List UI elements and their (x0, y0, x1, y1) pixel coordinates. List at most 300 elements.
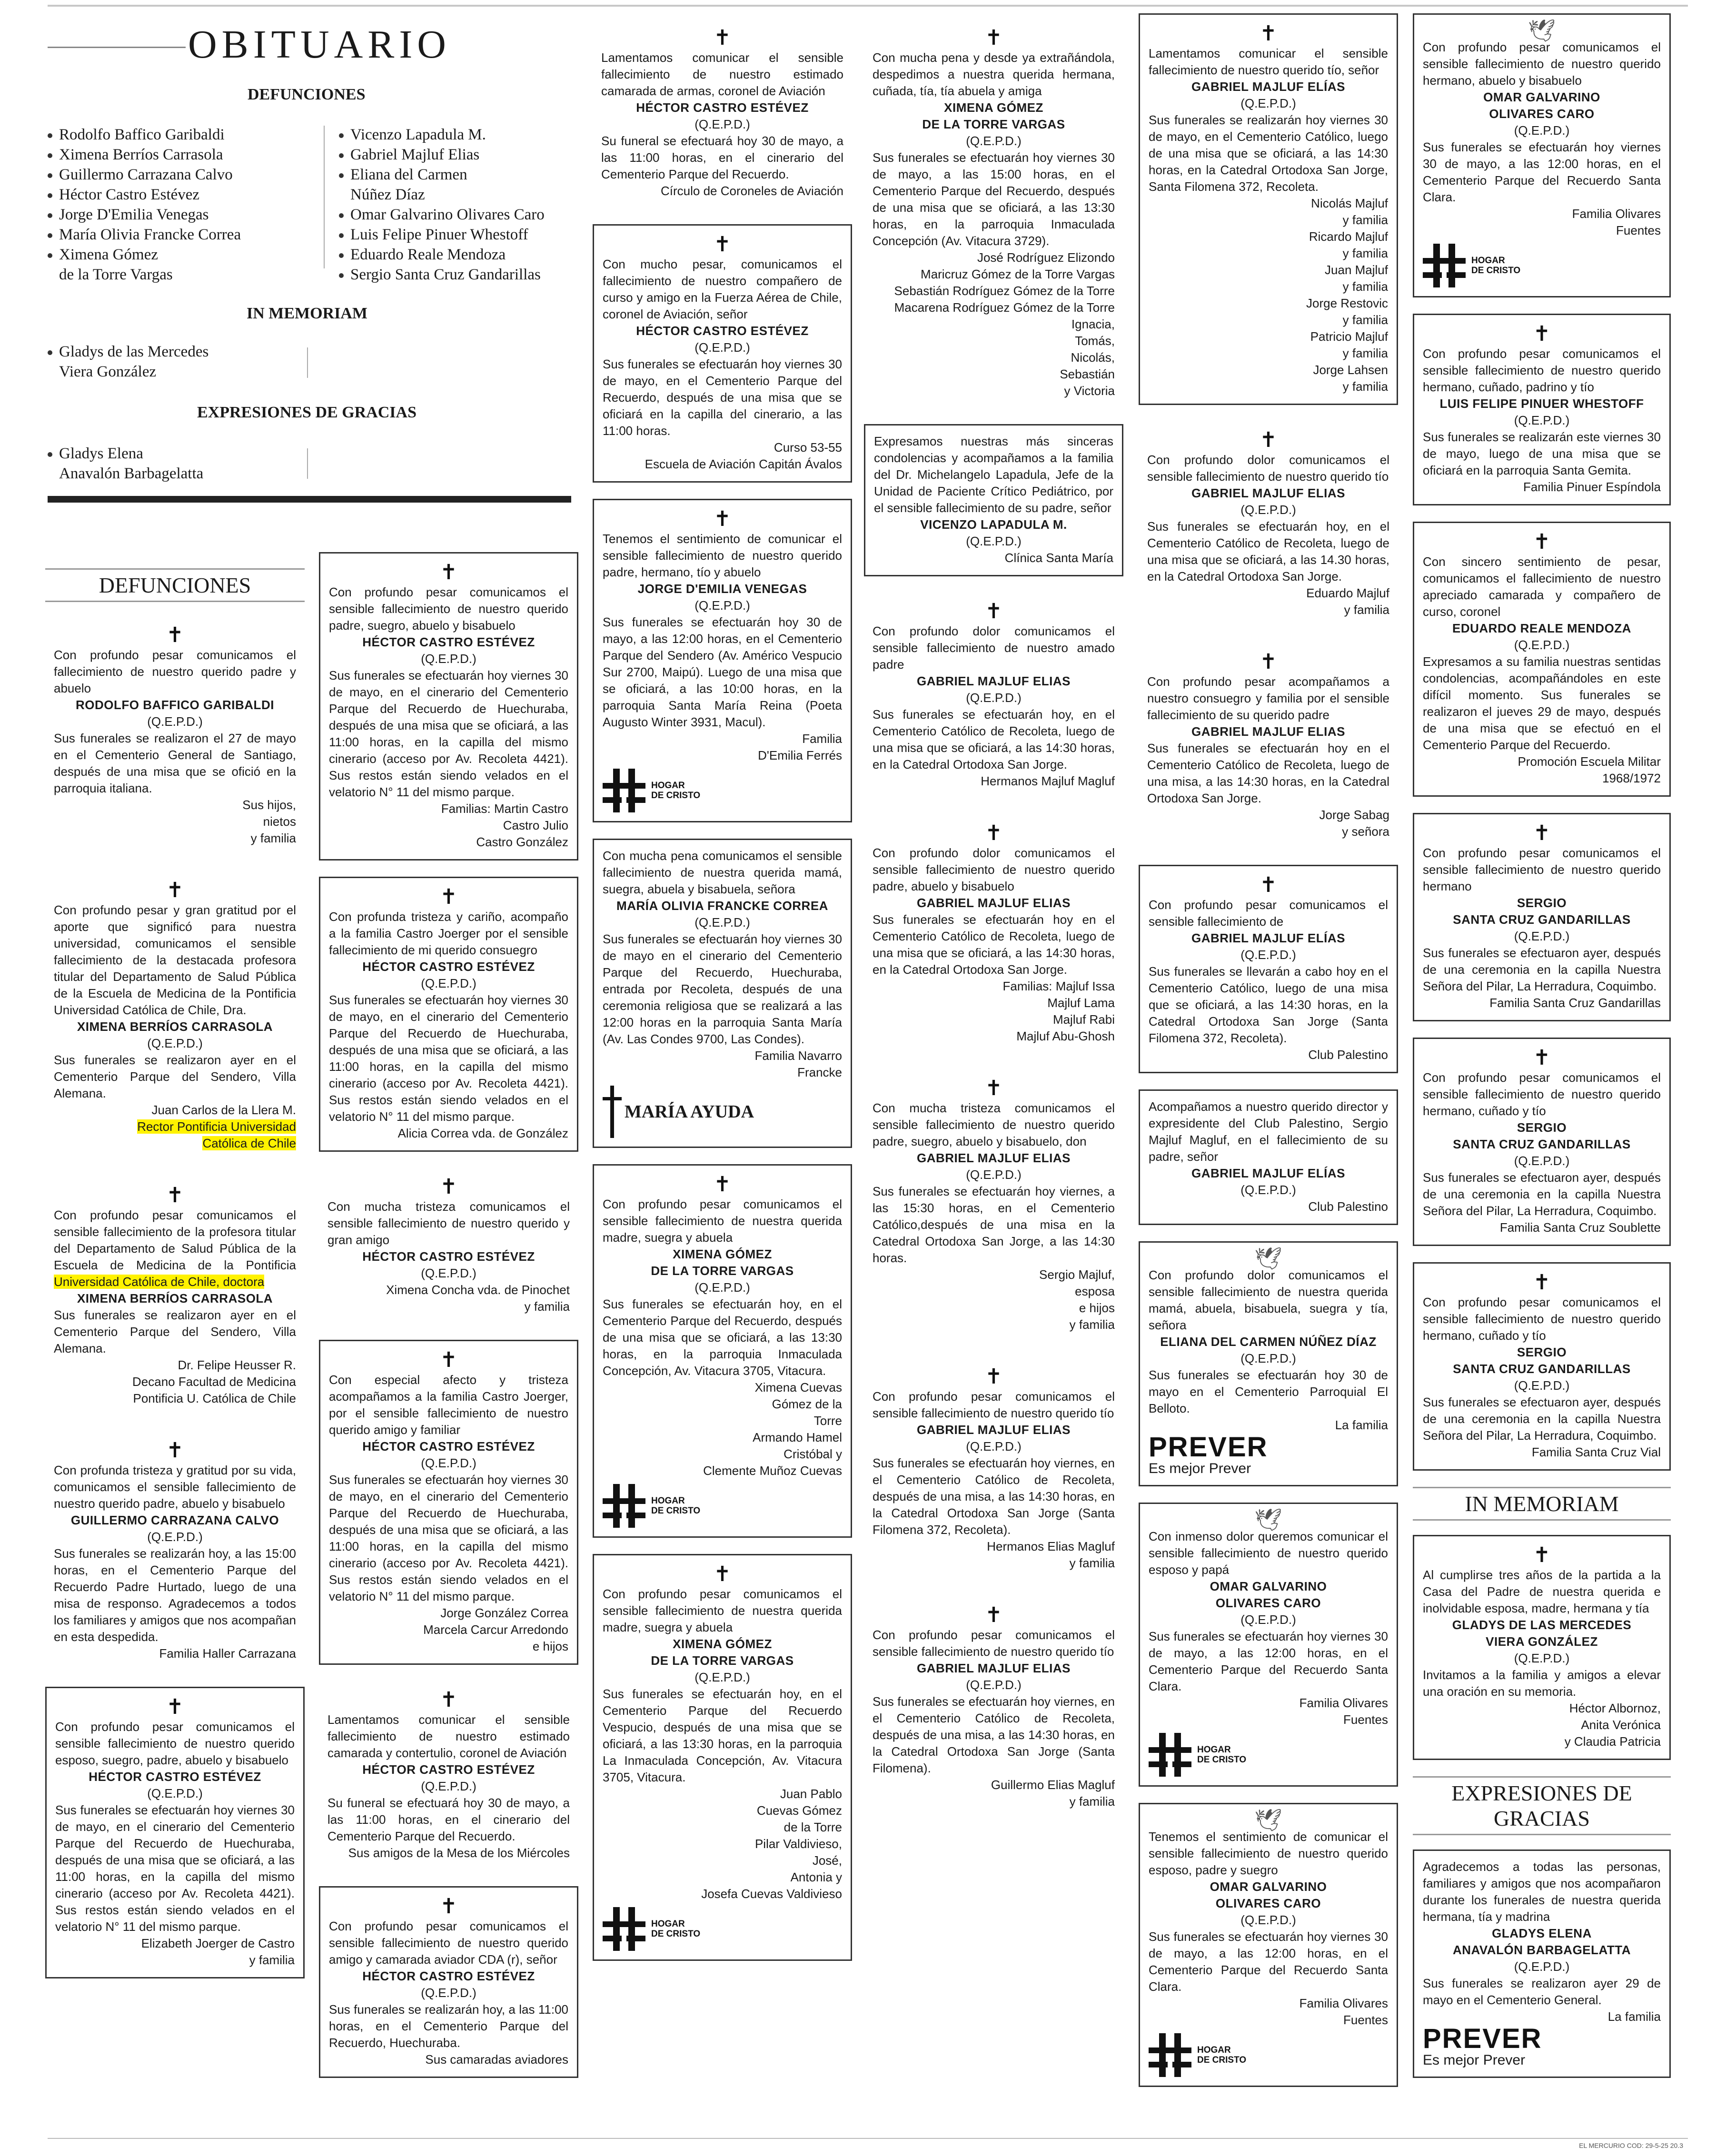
notice-intro: Con profundo pesar acompañamos a nuestro consuegro y familia por el sensible fallecimiento de su querido padre (1147, 674, 1389, 722)
death-notice (1139, 1503, 1398, 1787)
signatories: Club Palestino (1308, 1048, 1388, 1062)
deceased-name: GABRIEL MAJLUF ELIAS (917, 896, 1071, 910)
notice-intro: Con mucha pena y desde ya extrañándola, despedimos a nuestra querida hermana, cuñada, tía, tía abuela y amiga (873, 50, 1115, 98)
cross-icon: ✝ (440, 560, 457, 584)
funeral-details: Sus funerales se efectuarán hoy en el Cementerio Católico de Recoleta, luego de una misa, a las 14:30 horas, en la Catedral Ortodoxa San Jorge. (1147, 741, 1389, 805)
index-entry: Gabriel Majluf Elias (339, 145, 577, 165)
cross-icon: ✝ (985, 26, 1002, 50)
death-notice (1413, 1849, 1671, 2078)
cross-icon: ✝ (1533, 821, 1551, 845)
page-title: OBITUARIO (188, 22, 451, 67)
signatories: La familia (1335, 1418, 1388, 1432)
highlighted-text: Rector Pontificia Universidad Católica de Chile (137, 1119, 296, 1150)
death-notice (864, 814, 1123, 1053)
cross-icon: ✝ (166, 1183, 184, 1207)
notice-intro: Con profundo pesar comunicamos el sensible fallecimiento de nuestro querido padre, suegro, abuelo y bisabuelo (329, 585, 568, 633)
signatories: José Rodríguez Elizondo Maricruz Gómez de la Torre Vargas Sebastián Rodríguez Gómez de la Torre Macarena Rodríguez Gómez de la Torre Ignacia, Tomás, Nicolás, Sebastián y Victoria (894, 250, 1115, 398)
death-notice (319, 1168, 578, 1324)
deceased-name: HÉCTOR CASTRO ESTÉVEZ (362, 1439, 535, 1454)
prever-tagline: Es mejor Prever (1149, 1461, 1251, 1476)
deceased-name: HÉCTOR CASTRO ESTÉVEZ (89, 1770, 261, 1784)
death-notice (1413, 813, 1671, 1021)
funeral-details: Sus funerales se efectuarán hoy, en el Cementerio Parque del Recuerdo Vespucio, después de una misa que se oficiará, a las 13:30 horas, en la parroquia La Inmaculada Concepción, Av. Vitacura 3705, Vitacura. (603, 1687, 842, 1784)
funeral-details: Sus funerales se realizarán hoy, a las 15:00 horas, en el Cementerio Parque del Recuerdo Padre Hurtado, luego de una misa de responso. Agradecemos a todos los familiares y amigos que nos acompañan en esta despedida. (54, 1546, 296, 1644)
death-notice (45, 871, 305, 1160)
index-gracias-heading: EXPRESIONES DE GRACIAS (197, 404, 417, 421)
qepd-label: (Q.E.P.D.) (966, 691, 1022, 705)
signatories: Hermanos Elias Magluf y familia (987, 1539, 1115, 1570)
notice-intro: Con profunda tristeza y gratitud por su vida, comunicamos el sensible fallecimiento de nuestro querido padre, abuelo y bisabuelo (54, 1463, 296, 1511)
qepd-label: (Q.E.P.D.) (966, 1439, 1022, 1454)
funeral-details: Sus funerales se realizarán hoy viernes 30 de mayo, en el Cementerio Católico, luego de una misa que se oficiará, a las 14:30 horas, en la Catedral Ortodoxa San Jorge, Santa Filomena 372, Recoleta. (1149, 113, 1388, 194)
signatories: Jorge Sabag y señora (1319, 808, 1389, 839)
death-notice (1413, 522, 1671, 797)
deceased-name: HÉCTOR CASTRO ESTÉVEZ (362, 1762, 535, 1777)
prever-wordmark: PREVER (1149, 1432, 1268, 1463)
hogar-de-cristo-icon (603, 1907, 645, 1951)
notice-intro: Con mucho pesar, comunicamos el fallecimiento de nuestro compañero de curso y amigo en la Fuerza Aérea de Chile, coronel de Aviación, señor (603, 257, 842, 321)
notice-intro: Con profundo pesar comunicamos el sensible fallecimiento de nuestro querido hermano, abuelo y bisabuelo (1423, 40, 1661, 88)
hogar-de-cristo-logo (1149, 2033, 1388, 2077)
qepd-label: (Q.E.P.D.) (1240, 96, 1296, 110)
hogar-de-cristo-icon (603, 769, 645, 812)
maria-ayuda-text: MARÍA AYUDA (625, 1101, 754, 1122)
death-notice (45, 1687, 305, 1978)
column-5 (1139, 13, 1398, 2103)
qepd-label: (Q.E.P.D.) (147, 714, 203, 729)
death-notice (1413, 1535, 1671, 1760)
deceased-name: SERGIO SANTA CRUZ GANDARILLAS (1453, 1120, 1631, 1151)
qepd-label: (Q.E.P.D.) (147, 1530, 203, 1544)
index-memoriam-heading: IN MEMORIAM (247, 305, 368, 322)
index-divider (307, 448, 308, 479)
signatories: Curso 53-55 Escuela de Aviación Capitán Ávalos (645, 440, 842, 471)
top-rule (48, 5, 1688, 7)
index-entry: Eduardo Reale Mendoza (339, 245, 577, 265)
index-entry: Jorge D'Emilia Venegas (48, 205, 314, 225)
signatories: Sergio Majluf, esposa e hijos y familia (1039, 1267, 1115, 1332)
funeral-details: Sus funerales se efectuarán hoy viernes 30 de mayo, en el Cementerio Parque del Recuerdo, después de una misa que se oficiará en la capilla del cinerario, a las 11:00 horas. (603, 357, 842, 438)
death-notice (1139, 421, 1398, 627)
notice-intro: Con profunda tristeza y cariño, acompaño a la familia Castro Joerger por el sensible fallecimiento de mi querido consuegro (329, 910, 568, 957)
funeral-details: Sus funerales se efectuaron ayer, después de una ceremonia en la capilla Nuestra Señora del Pilar, La Herradura, Coquimbo. (1423, 1170, 1661, 1218)
death-notice (1413, 1262, 1671, 1471)
index-defunciones-heading: DEFUNCIONES (248, 86, 366, 103)
death-notice (319, 1681, 578, 1870)
notice-intro: Lamentamos comunicar el sensible fallecimiento de nuestro estimado camarada y contertulio, coronel de Aviación (327, 1712, 570, 1760)
funeral-details: Sus funerales se realizaron ayer 29 de mayo en el Cementerio General. (1423, 1976, 1661, 2007)
column-2 (319, 552, 578, 2094)
qepd-label: (Q.E.P.D.) (421, 976, 476, 990)
death-notice (864, 1069, 1123, 1342)
qepd-label: (Q.E.P.D.) (694, 117, 750, 131)
notice-intro: Con profundo pesar comunicamos el sensible fallecimiento de nuestra querida madre, suegra y abuela (603, 1587, 842, 1634)
death-notice (319, 1340, 578, 1665)
signatories: Familia Santa Cruz Gandarillas (1489, 996, 1661, 1010)
death-notice (593, 1164, 852, 1538)
death-notice (319, 877, 578, 1152)
qepd-label: (Q.E.P.D.) (1514, 413, 1570, 427)
dove-icon: 🕊 (1254, 1246, 1282, 1271)
index-entry: Guillermo Carrazana Calvo (48, 165, 314, 185)
prever-tagline: Es mejor Prever (1423, 2052, 1526, 2068)
index-entry: Gladys Elena Anavalón Barbagelatta (48, 444, 314, 484)
deceased-name: GABRIEL MAJLUF ELÍAS (1191, 931, 1345, 945)
hogar-de-cristo-icon (1423, 244, 1466, 287)
cross-icon: ✝ (1533, 1270, 1551, 1295)
deceased-name: GUILLERMO CARRAZANA CALVO (70, 1513, 279, 1527)
index-entry: Ximena Gómez de la Torre Vargas (48, 245, 314, 285)
qepd-label: (Q.E.P.D.) (966, 134, 1022, 148)
signatories: Dr. Felipe Heusser R. Decano Facultad de Medicina Pontificia U. Católica de Chile (132, 1358, 296, 1405)
funeral-details: Sus funerales se efectuarán hoy en el Cementerio Católico de Recoleta, luego de una misa que se oficiará, a las 14:30 horas, en la Catedral Ortodoxa San Jorge. (873, 912, 1115, 977)
index-entry: Omar Galvarino Olivares Caro (339, 205, 577, 225)
hogar-de-cristo-icon (1149, 1733, 1191, 1777)
deceased-name: XIMENA GÓMEZ DE LA TORRE VARGAS (922, 100, 1065, 131)
notice-intro: Con profundo pesar comunicamos el sensible fallecimiento de nuestro querido hermano, cuñado y tío (1423, 1295, 1661, 1343)
dove-icon: 🕊 (1254, 1507, 1282, 1533)
death-notice (864, 19, 1123, 408)
deceased-name: HÉCTOR CASTRO ESTÉVEZ (362, 635, 535, 649)
notice-intro: Con mucha tristeza comunicamos el sensible fallecimiento de nuestro querido padre, suegro, abuelo y bisabuelo, don (873, 1101, 1115, 1148)
index-entry: Eliana del Carmen Núñez Díaz (339, 165, 577, 205)
death-notice (864, 424, 1123, 576)
signatories: Promoción Escuela Militar 1968/1972 (1518, 754, 1661, 785)
section-heading-defunciones: DEFUNCIONES (45, 568, 305, 602)
death-notice (593, 499, 852, 822)
notice-intro: Con profundo pesar comunicamos el sensible fallecimiento de (1149, 898, 1388, 929)
funeral-details: Sus funerales se efectuarán hoy, en el Cementerio Parque del Recuerdo, después de una misa que se oficiará, a las 13:30 horas, en la parroquia Inmaculada Concepción, Av. Vitacura 3705, Vitacura. (603, 1297, 842, 1378)
index-divider (307, 347, 308, 378)
obituary-index (48, 20, 578, 510)
hogar-de-cristo-icon (603, 1484, 645, 1528)
column-6 (1413, 13, 1671, 2094)
signatories: Sus hijos, nietos y familia (242, 798, 296, 845)
deceased-name: HÉCTOR CASTRO ESTÉVEZ (362, 1249, 535, 1264)
notice-intro: Con profundo pesar comunicamos el sensible fallecimiento de nuestra querida madre, suegra y abuela (603, 1197, 842, 1245)
index-entry: Ximena Berríos Carrasola (48, 145, 314, 165)
qepd-label: (Q.E.P.D.) (966, 1167, 1022, 1182)
death-notice (1413, 1038, 1671, 1246)
deceased-name: SERGIO SANTA CRUZ GANDARILLAS (1453, 896, 1631, 927)
cross-icon: ✝ (1260, 873, 1277, 897)
qepd-label: (Q.E.P.D.) (147, 1786, 203, 1800)
death-notice (319, 1886, 578, 2078)
index-gracias-list (48, 444, 314, 484)
index-entry: Sergio Santa Cruz Gandarillas (339, 265, 577, 285)
cross-icon: ✝ (714, 232, 731, 257)
qepd-label: (Q.E.P.D.) (1240, 948, 1296, 962)
signatories: Familia Olivares Fuentes (1572, 207, 1661, 237)
cross-icon: ✝ (714, 1562, 731, 1586)
deceased-name: GABRIEL MAJLUF ELIAS (917, 1661, 1071, 1675)
deceased-name: EDUARDO REALE MENDOZA (1452, 621, 1631, 635)
deceased-name: GABRIEL MAJLUF ELIAS (1191, 724, 1345, 739)
cross-icon: ✝ (440, 1175, 457, 1199)
signatories: Nicolás Majluf y familia Ricardo Majluf y familia Juan Majluf y familia Jorge Restovic y familia Patricio Majluf y familia Jorge Lahsen y familia (1306, 196, 1388, 394)
notice-intro: Al cumplirse tres años de la partida a la Casa del Padre de nuestra querida e inolvidable esposa, madre, hermana y tía (1423, 1568, 1661, 1615)
death-notice (593, 224, 852, 483)
notice-intro: Con profundo pesar comunicamos el sensible fallecimiento de nuestro querido hermano, cuñado, padrino y tío (1423, 346, 1661, 394)
death-notice (593, 1554, 852, 1961)
funeral-details: Sus funerales se efectuaron ayer, después de una ceremonia en la capilla Nuestra Señora del Pilar, La Herradura, Coquimbo. (1423, 1395, 1661, 1443)
hogar-de-cristo-text: HOGAR DE CRISTO (1197, 1745, 1247, 1765)
qepd-label: (Q.E.P.D.) (694, 915, 750, 930)
death-notice (593, 19, 852, 208)
funeral-details: Sus funerales se efectuarán hoy viernes 30 de mayo, en el cinerario del Cementerio Parque del Recuerdo de Huechuraba, después de una misa que se oficiará, a las 11:00 horas, en la capilla del mismo cinerario (acceso por Av. Recoleta 4421). Sus restos están siendo velados en el velatorio N° 11 del mismo parque. (329, 1473, 568, 1603)
funeral-details: Sus funerales se efectuarán hoy viernes 30 de mayo, a las 12:00 horas, en el Cementerio Parque del Recuerdo Santa Clara. (1149, 1629, 1388, 1693)
notice-intro: Con profundo dolor comunicamos el sensible fallecimiento de nuestro querido padre, abuelo y bisabuelo (873, 846, 1115, 893)
prever-wordmark: PREVER (1423, 2023, 1542, 2054)
signatories: Ximena Cuevas Gómez de la Torre Armando Hamel Cristóbal y Clemente Muñoz Cuevas (703, 1380, 842, 1478)
column-3 (593, 19, 852, 1977)
hogar-de-cristo-logo (1423, 244, 1661, 287)
death-notice (1139, 13, 1398, 405)
cross-icon: ✝ (1533, 1046, 1551, 1070)
cross-icon: ✝ (1533, 1543, 1551, 1567)
cross-icon: ✝ (1260, 428, 1277, 452)
funeral-details: Sus funerales se efectuarán hoy viernes 30 de mayo, a las 15:00 horas, en el Cementerio Parque del Recuerdo, después de una misa que se oficiará, a las 13:30 horas, en la parroquia Inmaculada Concepción (Av. Vitacura 3729). (873, 150, 1115, 248)
notice-intro: Con profundo dolor comunicamos el sensible fallecimiento de nuestra querida mamá, abuela, bisabuela, suegra y tía, señora (1149, 1268, 1388, 1332)
death-notice (45, 1177, 305, 1415)
dove-icon: 🕊 (1254, 1807, 1282, 1833)
cross-icon: ✝ (985, 1603, 1002, 1627)
cross-icon: ✝ (1260, 650, 1277, 674)
signatories: Familia Santa Cruz Soublette (1499, 1220, 1661, 1235)
hogar-de-cristo-text: HOGAR DE CRISTO (651, 1496, 701, 1516)
death-notice (1139, 643, 1398, 849)
deceased-name: RODOLFO BAFFICO GARIBALDI (76, 698, 274, 712)
qepd-label: (Q.E.P.D.) (1240, 503, 1296, 517)
deceased-name: ELIANA DEL CARMEN NÚÑEZ DÍAZ (1160, 1335, 1377, 1349)
funeral-details: Sus funerales se efectuarán hoy, en el Cementerio Católico de Recoleta, luego de una misa que se oficiará, a las 14.30 horas, en la Catedral Ortodoxa San Jorge. (1147, 519, 1389, 584)
signatories: Elizabeth Joerger de Castro y familia (141, 1936, 295, 1967)
notice-intro: Con profundo dolor comunicamos el sensible fallecimiento de nuestro querido tío (1147, 453, 1389, 484)
footer-code: EL MERCURIO COD: 29-5-25 20.3 (1579, 2142, 1683, 2149)
funeral-details: Sus funerales se efectuarán hoy viernes 30 de mayo, a las 12:00 horas, en el Cementerio Parque del Recuerdo Santa Clara. (1149, 1929, 1388, 1994)
death-notice (319, 552, 578, 860)
cross-icon: ✝ (714, 26, 731, 50)
deceased-name: GABRIEL MAJLUF ELIAS (917, 1151, 1071, 1165)
highlighted-text: Universidad Católica de Chile, doctora (54, 1275, 265, 1289)
signatories: Familias: Majluf Issa Majluf Lama Majluf Rabi Majluf Abu-Ghosh (1002, 979, 1115, 1043)
death-notice (1139, 1089, 1398, 1225)
cross-icon: ✝ (985, 1365, 1002, 1389)
signatories: Ximena Concha vda. de Pinochet y familia (386, 1283, 570, 1314)
deceased-name: LUIS FELIPE PINUER WHESTOFF (1439, 396, 1644, 411)
cross-icon: ✝ (985, 821, 1002, 845)
qepd-label: (Q.E.P.D.) (966, 534, 1022, 548)
qepd-label: (Q.E.P.D.) (694, 340, 750, 355)
index-entry: Vicenzo Lapadula M. (339, 125, 577, 145)
notice-intro: Tenemos el sentimiento de comunicar el sensible fallecimiento de nuestro querido esposo, padre y suegro (1149, 1830, 1388, 1877)
signatories: Familia Haller Carrazana (159, 1646, 296, 1661)
qepd-label: (Q.E.P.D.) (1240, 1913, 1296, 1927)
deceased-name: HÉCTOR CASTRO ESTÉVEZ (636, 324, 809, 338)
funeral-details: Sus funerales se realizaron ayer en el Cementerio Parque del Sendero, Villa Alemana. (54, 1308, 296, 1355)
qepd-label: (Q.E.P.D.) (1514, 123, 1570, 138)
funeral-details: Sus funerales se realizarán hoy, a las 11:00 horas, en el Cementerio Parque del Recuerdo, Huechuraba. (329, 2002, 568, 2050)
funeral-details: Su funeral se efectuará hoy 30 de mayo, a las 11:00 horas, en el cinerario del Cementerio Parque del Recuerdo. (601, 134, 843, 181)
notice-intro: Con especial afecto y tristeza acompañamos a la familia Castro Joerger, por el sensible fallecimiento de nuestro querido amigo y familiar (329, 1373, 568, 1437)
qepd-label: (Q.E.P.D.) (1514, 1959, 1570, 1974)
death-notice (864, 1358, 1123, 1580)
death-notice (1139, 865, 1398, 1073)
deceased-name: GABRIEL MAJLUF ELÍAS (1191, 79, 1345, 94)
qepd-label: (Q.E.P.D.) (1514, 1651, 1570, 1665)
funeral-details: Sus funerales se efectuarán hoy viernes 30 de mayo, en el cinerario del Cementerio Parque del Recuerdo de Huechuraba, después de una misa que se oficiará, a las 11:00 horas, en la capilla del mismo cinerario (acceso por Av. Recoleta 4421). Sus restos están siendo velados en el velatorio N° 11 del mismo parque. (329, 668, 568, 799)
deceased-name: XIMENA BERRÍOS CARRASOLA (77, 1291, 273, 1305)
index-bottom-rule (48, 496, 571, 503)
hogar-de-cristo-text: HOGAR DE CRISTO (651, 1919, 701, 1939)
signatories: Jorge González Correa Marcela Carcur Arredondo e hijos (423, 1606, 568, 1653)
notice-intro: Con profundo pesar comunicamos el sensible fallecimiento de nuestro querido hermano (1423, 846, 1661, 893)
signatories: Juan Pablo Cuevas Gómez de la Torre Pilar Valdivieso, José, Antonia y Josefa Cuevas Valdivieso (701, 1787, 842, 1901)
index-defunciones-left (48, 125, 314, 285)
funeral-details: Sus funerales se efectuarán hoy viernes, en el Cementerio Católico de Recoleta, después de una misa, a las 14:30 horas, en la Catedral Ortodoxa San Jorge (Santa Filomena). (873, 1694, 1115, 1775)
deceased-name: GLADYS ELENA ANAVALÓN BARBAGELATTA (1453, 1926, 1631, 1957)
signatories: Sus amigos de la Mesa de los Miércoles (348, 1846, 570, 1860)
funeral-details: Sus funerales se realizarán este viernes 30 de mayo, luego de una misa que se oficiará en la parroquia Santa Gemita. (1423, 430, 1661, 477)
deceased-name: HÉCTOR CASTRO ESTÉVEZ (362, 1969, 535, 1983)
death-notice (593, 839, 852, 1148)
deceased-name: XIMENA GÓMEZ DE LA TORRE VARGAS (651, 1247, 794, 1278)
column-4 (864, 19, 1123, 1835)
cross-icon: ✝ (1533, 322, 1551, 346)
death-notice (864, 593, 1123, 798)
hogar-de-cristo-logo (603, 1907, 842, 1951)
cross-icon: ✝ (166, 1695, 184, 1719)
signatories: Familias: Martin Castro Castro Julio Castro González (441, 801, 568, 849)
funeral-details: Sus funerales se efectuarán hoy 30 de mayo, a las 12:00 horas, en el Cementerio Parque del Sendero (Av. Américo Vespucio Sur 2700, Maipú). Luego de una misa que se oficiará, a las 10:00 horas, en la parroquia Santa María Reina (Poeta Augusto Winter 3931, Macul). (603, 615, 842, 729)
index-entry: Héctor Castro Estévez (48, 185, 314, 205)
signatories: Club Palestino (1308, 1199, 1388, 1214)
death-notice (864, 1596, 1123, 1819)
deceased-name: XIMENA BERRÍOS CARRASOLA (77, 1019, 273, 1034)
death-notice (45, 1432, 305, 1671)
index-entry: María Olivia Francke Correa (48, 225, 314, 245)
qepd-label: (Q.E.P.D.) (966, 1678, 1022, 1692)
hogar-de-cristo-text: HOGAR DE CRISTO (1471, 256, 1521, 276)
cross-icon: ✝ (440, 1348, 457, 1372)
cross-icon: ✝ (714, 1172, 731, 1197)
qepd-label: (Q.E.P.D.) (421, 1456, 476, 1470)
signatories: Sus camaradas aviadores (425, 2052, 568, 2067)
funeral-details: Sus funerales se efectuarán hoy viernes, en el Cementerio Católico de Recoleta, después de una misa, a las 14:30 horas, en la Catedral Ortodoxa San Jorge (Santa Filomena 372, Recoleta). (873, 1456, 1115, 1537)
hogar-de-cristo-text: HOGAR DE CRISTO (1197, 2045, 1247, 2065)
qepd-label: (Q.E.P.D.) (1240, 1183, 1296, 1197)
deceased-name: SERGIO SANTA CRUZ GANDARILLAS (1453, 1345, 1631, 1376)
signatories: Clínica Santa María (1004, 551, 1113, 565)
dove-icon: 🕊 (1528, 18, 1556, 43)
notice-intro: Lamentamos comunicar el sensible fallecimiento de nuestro querido tío, señor (1149, 46, 1388, 77)
qepd-label: (Q.E.P.D.) (1514, 1378, 1570, 1393)
notice-intro: Tenemos el sentimiento de comunicar el sensible fallecimiento de nuestro querido padre, hermano, tío y abuelo (603, 532, 842, 579)
funeral-details: Su funeral se efectuará hoy 30 de mayo, a las 11:00 horas, en el cinerario del Cementerio Parque del Recuerdo. (327, 1796, 570, 1843)
cross-icon: ✝ (714, 507, 731, 531)
hogar-de-cristo-logo (1149, 1733, 1388, 1777)
funeral-details: Sus funerales se realizaron ayer en el Cementerio Parque del Sendero, Villa Alemana. (54, 1053, 296, 1100)
index-entry: Luis Felipe Pinuer Whestoff (339, 225, 577, 245)
qepd-label: (Q.E.P.D.) (1514, 1154, 1570, 1168)
section-heading-memoriam: IN MEMORIAM (1413, 1487, 1671, 1521)
notice-intro: Con profundo pesar comunicamos el sensible fallecimiento de nuestro querido esposo, suegro, padre, abuelo y bisabuelo (55, 1720, 295, 1767)
deceased-name: OMAR GALVARINO OLIVARES CARO (1210, 1879, 1327, 1910)
cross-icon: ✝ (1260, 21, 1277, 46)
notice-intro: Lamentamos comunicar el sensible fallecimiento de nuestro estimado camarada de armas, coronel de Aviación (601, 50, 843, 98)
cross-icon: ✝ (985, 599, 1002, 623)
deceased-name: JORGE D'EMILIA VENEGAS (637, 582, 807, 596)
qepd-label: (Q.E.P.D.) (147, 1036, 203, 1050)
qepd-label: (Q.E.P.D.) (421, 1779, 476, 1793)
cross-icon: ✝ (985, 1076, 1002, 1100)
index-entry: Gladys de las Mercedes Viera González (48, 342, 314, 382)
deceased-name: GLADYS DE LAS MERCEDES VIERA GONZÁLEZ (1452, 1618, 1632, 1649)
cross-icon: ✝ (1533, 530, 1551, 554)
hogar-de-cristo-text: HOGAR DE CRISTO (651, 781, 701, 801)
notice-intro: Con profundo pesar comunicamos el sensible fallecimiento de nuestro querido tío (873, 1628, 1115, 1659)
signatories: Familia Olivares Fuentes (1299, 1696, 1388, 1727)
qepd-label: (Q.E.P.D.) (1514, 638, 1570, 652)
funeral-details: Sus funerales se efectuarán hoy viernes 30 de mayo en el cinerario del Cementerio Parque del Recuerdo, Huechuraba, entrada por Recoleta, después de una ceremonia religiosa que se realizará a las 12:00 horas en la parroquia Santa María (Av. Las Condes 9700, Las Condes). (603, 932, 842, 1046)
prever-logo (1423, 2025, 1661, 2068)
signatories: Hermanos Majluf Magluf (981, 774, 1115, 788)
signatories: Eduardo Majluf y familia (1306, 586, 1389, 617)
death-notice (45, 616, 305, 855)
signatories: Familia Olivares Fuentes (1299, 1996, 1388, 2027)
title-rule (48, 47, 186, 48)
qepd-label: (Q.E.P.D.) (421, 1986, 476, 2000)
signatories: Familia Pinuer Espíndola (1523, 480, 1661, 494)
prever-logo (1149, 1434, 1388, 1476)
funeral-details: Sus funerales se efectuarán hoy, en el Cementerio Católico de Recoleta, luego de una misa que se oficiará, a las 14:30 horas, en la Catedral Ortodoxa San Jorge. (873, 707, 1115, 771)
funeral-details: Sus funerales se efectuarán hoy viernes 30 de mayo, en el cinerario del Cementerio Parque del Recuerdo de Huechuraba, después de una misa que se oficiará, a las 11:00 horas, en la capilla del mismo cinerario (acceso por Av. Recoleta 4421). Sus restos están siendo velados en el velatorio N° 11 del mismo parque. (329, 993, 568, 1124)
signatories: Alicia Correa vda. de González (397, 1126, 568, 1140)
notice-intro: Expresamos nuestras más sinceras condolencias y acompañamos a la familia del Dr. Michelangelo Lapadula, Jefe de la Unidad de Paciente Crítico Pediátrico, por el sensible fallecimiento de su padre, señor (874, 434, 1113, 515)
qepd-label: (Q.E.P.D.) (421, 652, 476, 666)
death-notice (1139, 1803, 1398, 2087)
funeral-details: Expresamos a su familia nuestras sentidas condolencias, acompañándoles en este difícil momento. Sus funerales se realizaron el jueves 29 de mayo, después de una misa que se efectuó en el Cementerio Parque del Recuerdo. (1423, 654, 1661, 752)
deceased-name: OMAR GALVARINO OLIVARES CARO (1483, 90, 1600, 121)
signatories: Familia Santa Cruz Vial (1531, 1445, 1661, 1459)
notice-intro: Con profundo dolor comunicamos el sensible fallecimiento de nuestro amado padre (873, 624, 1115, 672)
signatories: Familia Navarro Francke (754, 1048, 842, 1079)
cross-icon: ✝ (166, 878, 184, 902)
deceased-name: GABRIEL MAJLUF ELÍAS (1191, 1166, 1345, 1180)
funeral-details: Sus funerales se efectuarán hoy viernes 30 de mayo, a las 12:00 horas, en el Cementerio Parque del Recuerdo Santa Clara. (1423, 140, 1661, 204)
cross-icon: ✝ (440, 1894, 457, 1919)
notice-intro: Con profundo pesar y gran gratitud por el aporte que significó para nuestra universidad, comunicamos el sensible fallecimiento de la destacada profesora titular del Departamento de Salud Pública de la Escuela de Medicina de la Pontificia Universidad Católica de Chile, Dra. (54, 903, 296, 1017)
notice-intro: Con inmenso dolor queremos comunicar el sensible fallecimiento de nuestro querido esposo y papá (1149, 1529, 1388, 1577)
hogar-de-cristo-icon (1149, 2033, 1191, 2077)
crucifix-icon (603, 1086, 622, 1138)
index-divider (324, 126, 325, 268)
cross-icon: ✝ (166, 1438, 184, 1463)
qepd-label: (Q.E.P.D.) (694, 1280, 750, 1295)
cross-icon: ✝ (440, 885, 457, 909)
signatories: Círculo de Coroneles de Aviación (661, 184, 843, 198)
notice-intro: Con profundo pesar comunicamos el fallecimiento de nuestro querido padre y abuelo (54, 648, 296, 695)
highlighted-signatory (54, 1118, 296, 1152)
notice-intro: Con mucha pena comunicamos el sensible fallecimiento de nuestra querida mamá, suegra, abuela y bisabuela, señora (603, 849, 842, 896)
qepd-label: (Q.E.P.D.) (1240, 1351, 1296, 1365)
deceased-name: OMAR GALVARINO OLIVARES CARO (1210, 1579, 1327, 1610)
deceased-name: GABRIEL MAJLUF ELIAS (917, 674, 1071, 688)
deceased-name: XIMENA GÓMEZ DE LA TORRE VARGAS (651, 1637, 794, 1668)
deceased-name: GABRIEL MAJLUF ELIAS (917, 1423, 1071, 1437)
notice-intro: Con sincero sentimiento de pesar, comunicamos el fallecimiento de nuestro apreciado camarada y compañero de curso, coronel (1423, 554, 1661, 619)
index-memoriam-list (48, 342, 314, 382)
